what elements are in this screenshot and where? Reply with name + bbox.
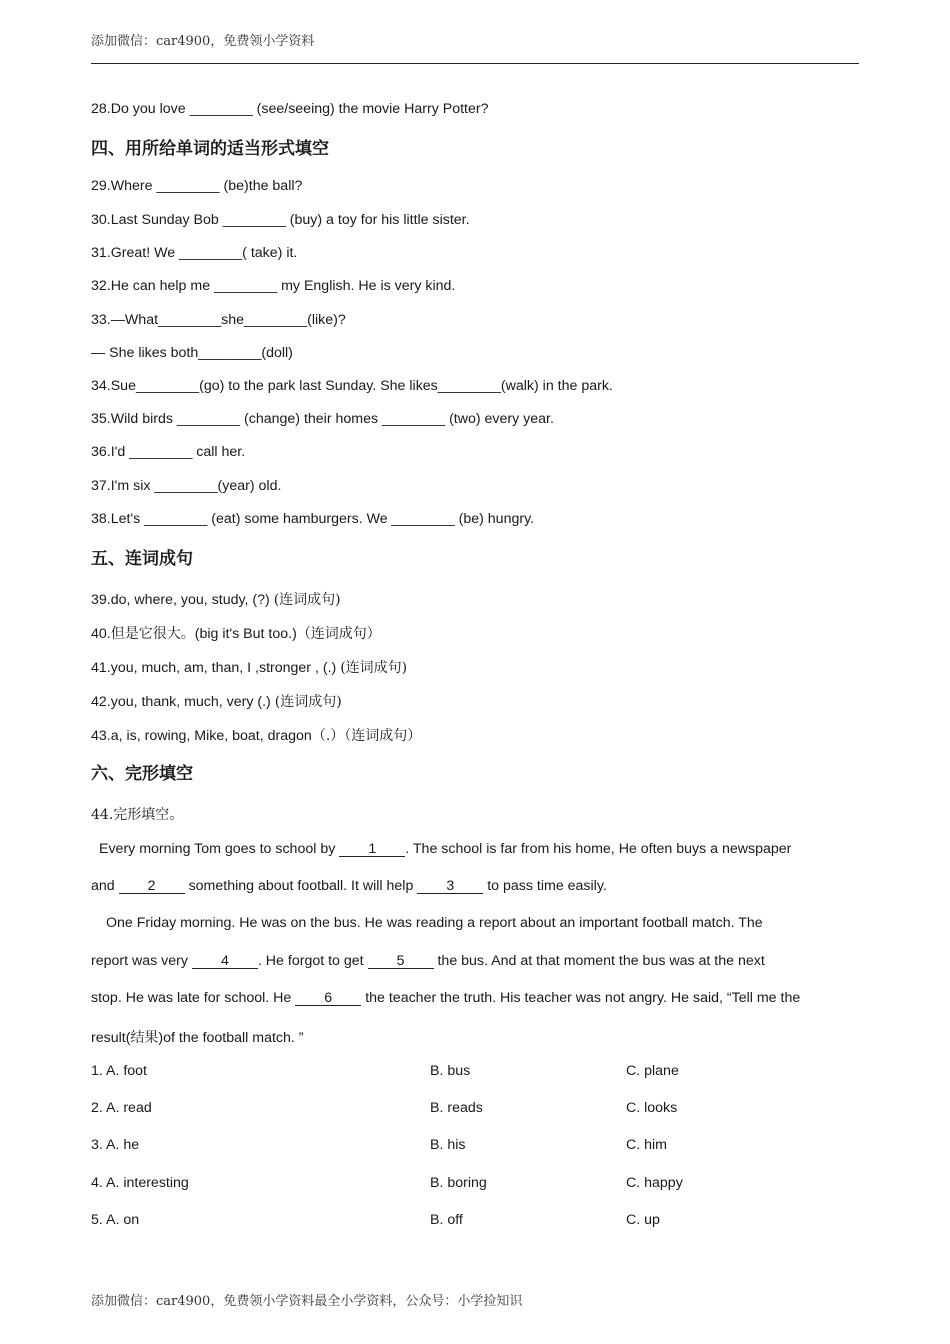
section-5-heading: 五、连词成句 bbox=[91, 549, 193, 568]
passage-text: )of the football match. ” bbox=[158, 1030, 304, 1046]
question-41-instruction: (连词成句) bbox=[340, 660, 408, 676]
passage-line-5 bbox=[91, 990, 800, 1006]
question-40-number: 40. bbox=[91, 626, 111, 642]
option-4-c: C. happy bbox=[626, 1175, 683, 1191]
option-2-b: B. reads bbox=[430, 1100, 483, 1116]
question-37: 37.I'm six ________(year) old. bbox=[91, 478, 282, 494]
section-6-heading: 六、完形填空 bbox=[91, 764, 193, 783]
question-42-instruction: (连词成句) bbox=[274, 694, 342, 710]
passage-text: to pass time easily. bbox=[483, 878, 607, 894]
option-1-b: B. bus bbox=[430, 1063, 471, 1079]
option-3-b: B. his bbox=[430, 1137, 466, 1153]
passage-line-6 bbox=[91, 1027, 304, 1047]
question-31: 31.Great! We ________( take) it. bbox=[91, 245, 298, 261]
question-28: 28.Do you love ________ (see/seeing) the movie Harry Potter? bbox=[91, 101, 489, 117]
passage-text: stop. He was late for school. He bbox=[91, 990, 296, 1006]
passage-text: . The school is far from his home, He often buys a newspaper bbox=[405, 841, 792, 857]
passage-text: result( bbox=[91, 1030, 131, 1046]
question-43-instruction: （.）（连词成句） bbox=[311, 728, 422, 744]
question-34: 34.Sue________(go) to the park last Sunday. She likes________(walk) in the park. bbox=[91, 378, 613, 394]
option-1-a: 1. A. foot bbox=[91, 1063, 148, 1079]
blank-6: 6 bbox=[295, 991, 361, 1006]
option-1-c: C. plane bbox=[626, 1063, 679, 1079]
blank-5: 5 bbox=[368, 954, 434, 969]
question-43-words: 43.a, is, rowing, Mike, boat, dragon bbox=[91, 728, 312, 744]
question-41 bbox=[91, 657, 407, 677]
passage-text: the teacher the truth. His teacher was not angry. He said, “Tell me the bbox=[361, 990, 801, 1006]
blank-3: 3 bbox=[417, 879, 483, 894]
option-3-c: C. him bbox=[626, 1137, 667, 1153]
passage-line-4 bbox=[91, 953, 765, 969]
question-33: 33.—What________she________(like)? bbox=[91, 312, 346, 328]
passage-chinese: 结果 bbox=[130, 1030, 159, 1046]
passage-text: report was very bbox=[91, 953, 192, 969]
section-4-heading: 四、用所给单词的适当形式填空 bbox=[91, 139, 329, 158]
question-36: 36.I'd ________ call her. bbox=[91, 444, 246, 460]
question-39-words: 39.do, where, you, study, (?) bbox=[91, 592, 274, 608]
question-42-words: 42.you, thank, much, very (.) bbox=[91, 694, 275, 710]
question-43 bbox=[91, 725, 421, 745]
option-4-a: 4. A. interesting bbox=[91, 1175, 189, 1191]
question-39 bbox=[91, 589, 341, 609]
passage-text: . He forgot to get bbox=[257, 953, 368, 969]
page-header: 添加微信：car4900，免费领小学资料 bbox=[91, 34, 315, 49]
option-2-a: 2. A. read bbox=[91, 1100, 152, 1116]
question-33-answer: — She likes both________(doll) bbox=[91, 345, 293, 361]
option-5-a: 5. A. on bbox=[91, 1212, 140, 1228]
header-divider bbox=[91, 63, 859, 64]
question-30: 30.Last Sunday Bob ________ (buy) a toy for his little sister. bbox=[91, 212, 470, 228]
question-44: 44.完形填空。 bbox=[91, 807, 184, 823]
passage-text: something about football. It will help bbox=[184, 878, 418, 894]
passage-line-2 bbox=[91, 878, 607, 894]
passage-text: Every morning Tom goes to school by bbox=[99, 841, 340, 857]
question-32: 32.He can help me ________ my English. He is very kind. bbox=[91, 278, 456, 294]
blank-4: 4 bbox=[192, 954, 258, 969]
option-3-a: 3. A. he bbox=[91, 1137, 140, 1153]
option-4-b: B. boring bbox=[430, 1175, 487, 1191]
question-40-chinese: 但是它很大。 bbox=[110, 626, 195, 642]
option-2-c: C. looks bbox=[626, 1100, 678, 1116]
page-footer: 添加微信：car4900，免费领小学资料最全小学资料，公众号：小学捡知识 bbox=[91, 1294, 523, 1309]
question-40-instruction: （连词成句） bbox=[296, 626, 381, 642]
question-41-words: 41.you, much, am, than, I ,stronger , (.) bbox=[91, 660, 341, 676]
question-29: 29.Where ________ (be)the ball? bbox=[91, 178, 303, 194]
question-39-instruction: (连词成句) bbox=[273, 592, 341, 608]
passage-line-1 bbox=[99, 841, 791, 857]
passage-line-3: One Friday morning. He was on the bus. He was reading a report about an important football match. The bbox=[106, 915, 763, 931]
question-35: 35.Wild birds ________ (change) their homes ________ (two) every year. bbox=[91, 411, 554, 427]
passage-text: the bus. And at that moment the bus was at the next bbox=[433, 953, 765, 969]
blank-2: 2 bbox=[119, 879, 185, 894]
passage-text: and bbox=[91, 878, 119, 894]
question-42 bbox=[91, 691, 342, 711]
option-5-b: B. off bbox=[430, 1212, 463, 1228]
option-5-c: C. up bbox=[626, 1212, 660, 1228]
question-38: 38.Let's ________ (eat) some hamburgers. We ________ (be) hungry. bbox=[91, 511, 535, 527]
blank-1: 1 bbox=[339, 842, 405, 857]
question-40 bbox=[91, 623, 381, 643]
question-40-words: (big it's But too.) bbox=[194, 626, 297, 642]
